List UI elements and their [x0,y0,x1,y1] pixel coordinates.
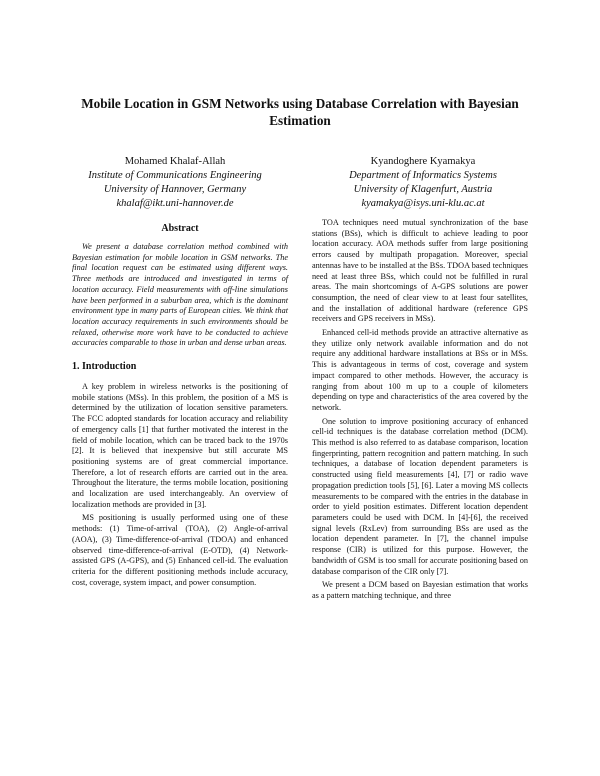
author-name: Mohamed Khalaf-Allah [124,156,226,167]
author-email: khalaf@ikt.uni-hannover.de [116,198,234,209]
abstract-text: We present a database correlation method combined with Bayesian estimation for mobile location in GSM networks. The final location request can be estimated using different ways. Three methods are introduced and investigated in terms of location accuracy. Field measurements with off-line simulations have been performed in a suburban area, which is the dominant environment type in many parts of European cities. We think that location accuracy requirements in such environments should be relaxed, otherwise more work have to be conducted to achieve accuracies comparable to those in urban and dense urban areas. [72,242,288,348]
section-heading-introduction: 1. Introduction [72,361,137,373]
abstract-heading: Abstract [161,223,199,234]
author-block-1 [70,155,280,211]
author-university: University of Hannover, Germany [103,184,247,195]
body-paragraph-toa: TOA techniques need mutual synchronization of the base stations (BSs), which is difficult to achieve leading to poor location accuracy. AOA methods suffer from large positioning errors caused by multipath propagation. Moreover, special antennas have to be installed at the BSs. TDOA based techniques need at least three BSs, which could not be fulfilled in rural areas. The main shortcomings of A-GPS solutions are power consumption, the need of clear view to at least four satellites, and the installation of additional hardware (reference GPS receivers and GPS receivers in MSs). [312,218,528,324]
right-column [312,218,528,602]
body-paragraph-bayesian: We present a DCM based on Bayesian estimation that works as a pattern matching technique, and three [312,580,528,600]
intro-paragraph-1: A key problem in wireless networks is the positioning of mobile stations (MSs). In this problem, the position of a MS is determined by the utilization of location sensitive parameters. The FCC adopted standards for location accuracy and reliability of emergency calls [1] that further motivated the interest in the field of mobile location, which can be traced back to the 1970s [2]. It is believed that inexpensive but still accurate MS positioning systems are of great commercial importance. Therefore, a lot of research efforts are carried out in the area. Throughout the literature, the terms mobile location, positioning and localization are used interchangeably. An overview of localization methods are provided in [3]. [72,382,288,509]
body-paragraph-cell-id: Enhanced cell-id methods provide an attractive alternative as they utilize only network available information and do not require any additional hardware installations at BSs or in MSs. This is advantageous in terms of cost, coverage and system impact compared to other methods. However, the accuracy is ranging from about 100 m up to a couple of kilometers depending on type and characteristics of the area covered by the network. [312,328,528,412]
left-column [72,218,288,588]
paper-title [60,95,540,129]
title-line-1: Mobile Location in GSM Networks using Database Correlation with Bayesian [81,96,519,111]
intro-paragraph-2: MS positioning is usually performed using one of these methods: (1) Time-of-arrival (TOA), (2) Angle-of-arrival (AOA), (3) Time-difference-of-arrival (TDOA) and enhanced observed time-difference-of-arrival (E-OTD), (4) Network-assisted GPS (A-GPS), and (5) Enhanced cell-id. The evaluation criteria for the different positioning methods include accuracy, cost, coverage, system impact, and power consumption. [72,513,288,587]
author-affiliation: Institute of Communications Engineering [88,170,262,181]
title-line-2: Estimation [269,113,331,128]
author-block-2 [318,155,528,211]
author-email: kyamakya@isys.uni-klu.ac.at [361,198,485,209]
author-name: Kyandoghere Kyamakya [370,156,476,167]
body-paragraph-dcm: One solution to improve positioning accuracy of enhanced cell-id techniques is the database correlation method (DCM). This method is also referred to as database comparison, location fingerprinting, pattern recognition and pattern matching. In such techniques, a database of location dependent parameters is constructed using field measurements [4], [7] or radio wave propagation prediction tools [5], [6]. Later a moving MS collects measurements to be compared with the entries in the database in order to yield position estimates. Different location dependent parameters could be used with DCM. In [4]-[6], the received signal levels (RxLev) from surrounding BSs are used as the location dependent parameter. In [7], the channel impulse response (CIR) is utilized for this purpose. However, the bandwidth of GSM is too small for accurate positioning based on database comparison of the CIR only [7]. [312,416,528,576]
author-university: University of Klagenfurt, Austria [353,184,493,195]
author-affiliation: Department of Informatics Systems [349,170,497,181]
